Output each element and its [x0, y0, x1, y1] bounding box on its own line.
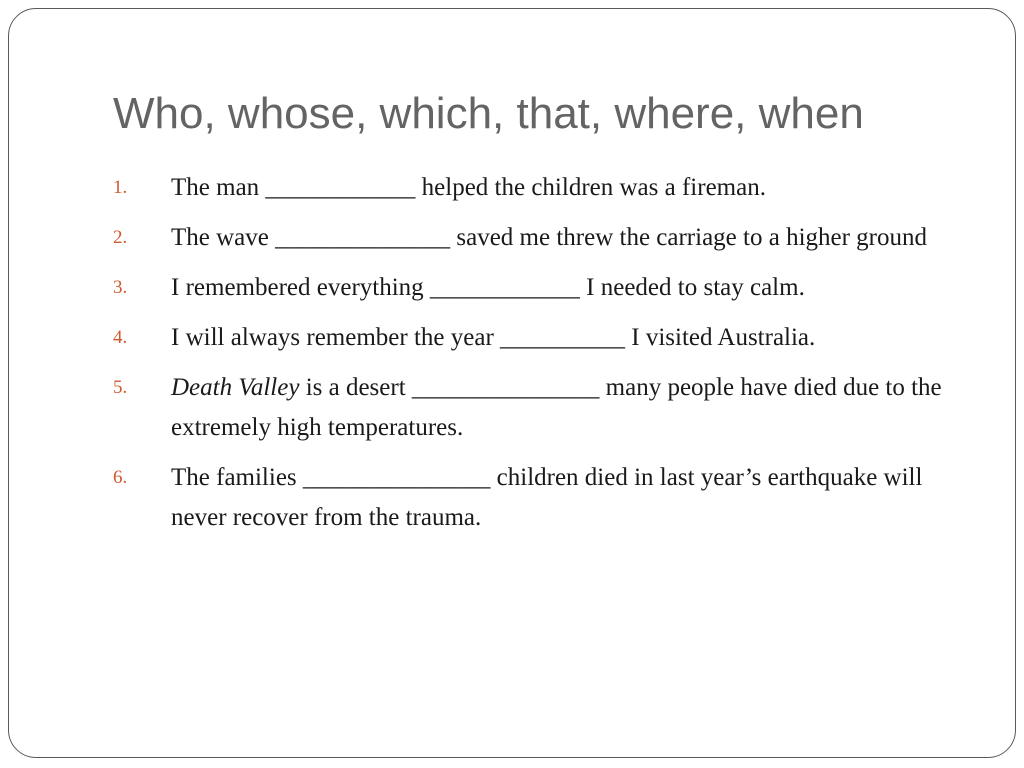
question-number: 2.	[113, 227, 128, 248]
question-text: I will always remember the year __________ I visited Australia.	[171, 324, 816, 351]
question-number: 4.	[113, 327, 128, 348]
question-text: The man ____________ helped the children was a fireman.	[171, 174, 766, 201]
question-text: I remembered everything ____________ I needed to stay calm.	[171, 274, 805, 301]
question-number: 5.	[113, 377, 128, 398]
question-number: 1.	[113, 177, 128, 198]
question-text: The families _______________ children died in last year’s earthquake will never recover from the trauma.	[171, 464, 923, 531]
question-item-1	[113, 168, 973, 208]
question-text: The wave ______________ saved me threw the carriage to a higher ground	[171, 224, 928, 251]
question-item-5	[113, 368, 973, 448]
question-item-3	[113, 268, 973, 308]
question-text: is a desert _______________ many people have died due to the extremely high temperatures.	[171, 374, 942, 441]
question-item-4	[113, 318, 973, 358]
question-text-wrapper	[171, 368, 973, 448]
question-list	[113, 168, 973, 548]
question-item-2	[113, 218, 973, 258]
question-item-6	[113, 458, 973, 538]
slide-title: Who, whose, which, that, where, when	[113, 89, 864, 138]
question-number: 3.	[113, 277, 128, 298]
place-name: Death Valley	[171, 374, 300, 401]
question-number: 6.	[113, 467, 128, 488]
